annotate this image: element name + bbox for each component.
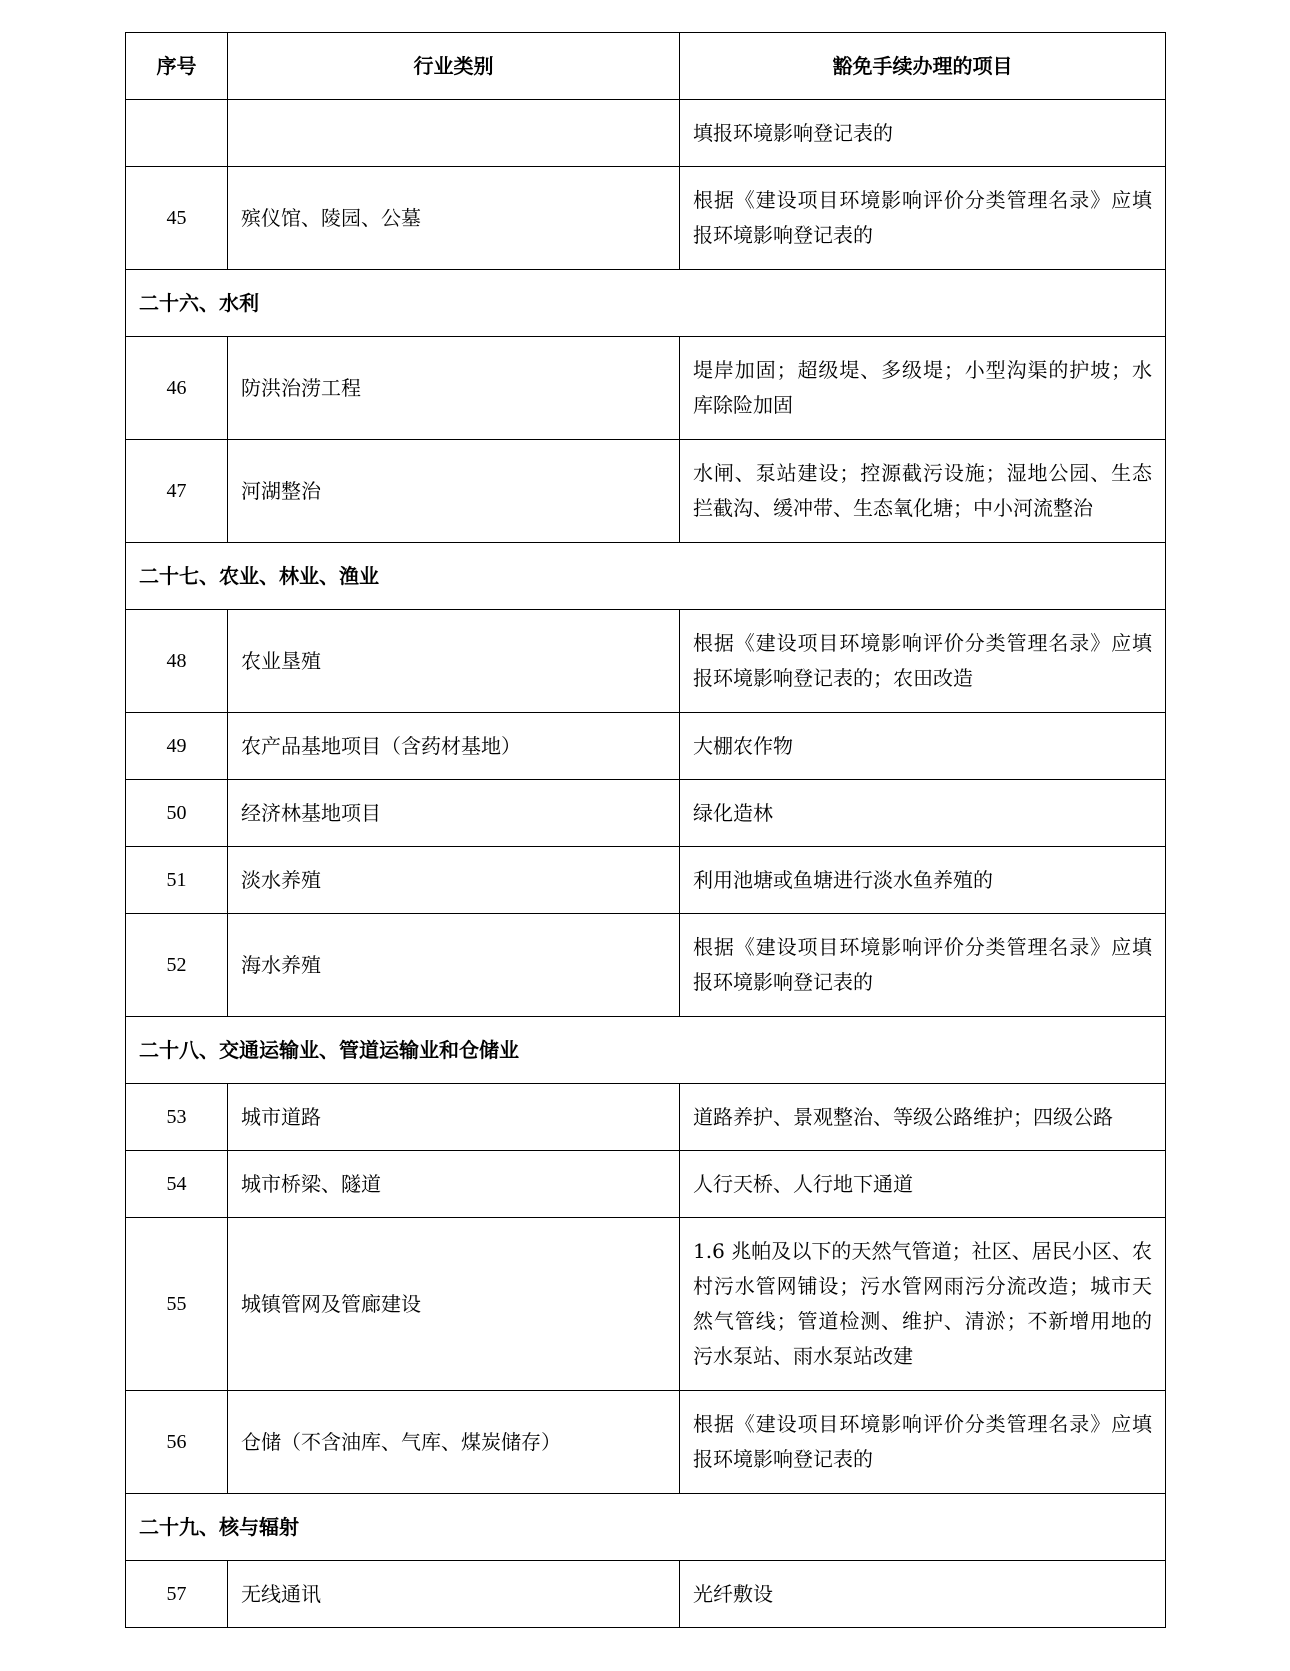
row-exempt-items: 人行天桥、人行地下通道 <box>680 1151 1166 1218</box>
row-exempt-items: 光纤敷设 <box>680 1561 1166 1628</box>
row-industry: 无线通讯 <box>228 1561 680 1628</box>
row-industry: 农业垦殖 <box>228 610 680 713</box>
table-row <box>126 1391 1166 1494</box>
section-row <box>126 1494 1166 1561</box>
row-exempt-items: 大棚农作物 <box>680 713 1166 780</box>
table-row <box>126 713 1166 780</box>
row-number: 54 <box>126 1151 228 1218</box>
row-exempt-items: 1.6 兆帕及以下的天然气管道；社区、居民小区、农村污水管网铺设；污水管网雨污分流改造；城市天然气管线；管道检测、维护、清淤；不新增用地的污水泵站、雨水泵站改建 <box>680 1218 1166 1391</box>
row-industry <box>228 100 680 167</box>
table-row <box>126 780 1166 847</box>
table-row <box>126 1084 1166 1151</box>
row-industry: 海水养殖 <box>228 914 680 1017</box>
row-exempt-items: 利用池塘或鱼塘进行淡水鱼养殖的 <box>680 847 1166 914</box>
section-title: 二十八、交通运输业、管道运输业和仓储业 <box>126 1017 1166 1084</box>
exemption-table <box>125 32 1166 1628</box>
table-row <box>126 847 1166 914</box>
row-number: 50 <box>126 780 228 847</box>
row-industry: 河湖整治 <box>228 440 680 543</box>
row-industry: 仓储（不含油库、气库、煤炭储存） <box>228 1391 680 1494</box>
table-row <box>126 167 1166 270</box>
header-exempt: 豁免手续办理的项目 <box>680 33 1166 100</box>
section-title: 二十九、核与辐射 <box>126 1494 1166 1561</box>
section-title: 二十七、农业、林业、渔业 <box>126 543 1166 610</box>
row-exempt-items: 根据《建设项目环境影响评价分类管理名录》应填报环境影响登记表的 <box>680 914 1166 1017</box>
section-row <box>126 1017 1166 1084</box>
table-body <box>126 100 1166 1628</box>
table-row <box>126 100 1166 167</box>
table-row <box>126 914 1166 1017</box>
table-row <box>126 337 1166 440</box>
table-header-row <box>126 33 1166 100</box>
row-number <box>126 100 228 167</box>
row-exempt-items: 水闸、泵站建设；控源截污设施；湿地公园、生态拦截沟、缓冲带、生态氧化塘；中小河流整治 <box>680 440 1166 543</box>
row-industry: 经济林基地项目 <box>228 780 680 847</box>
row-number: 45 <box>126 167 228 270</box>
row-industry: 淡水养殖 <box>228 847 680 914</box>
section-row <box>126 270 1166 337</box>
table-row <box>126 1561 1166 1628</box>
row-exempt-items: 根据《建设项目环境影响评价分类管理名录》应填报环境影响登记表的；农田改造 <box>680 610 1166 713</box>
row-number: 55 <box>126 1218 228 1391</box>
header-no: 序号 <box>126 33 228 100</box>
row-number: 46 <box>126 337 228 440</box>
row-industry: 城市桥梁、隧道 <box>228 1151 680 1218</box>
section-title: 二十六、水利 <box>126 270 1166 337</box>
row-exempt-items: 堤岸加固；超级堤、多级堤；小型沟渠的护坡；水库除险加固 <box>680 337 1166 440</box>
row-exempt-items: 绿化造林 <box>680 780 1166 847</box>
row-exempt-items: 填报环境影响登记表的 <box>680 100 1166 167</box>
row-exempt-items: 根据《建设项目环境影响评价分类管理名录》应填报环境影响登记表的 <box>680 167 1166 270</box>
row-number: 48 <box>126 610 228 713</box>
row-industry: 农产品基地项目（含药材基地） <box>228 713 680 780</box>
row-exempt-items: 根据《建设项目环境影响评价分类管理名录》应填报环境影响登记表的 <box>680 1391 1166 1494</box>
table-row <box>126 610 1166 713</box>
row-industry: 城市道路 <box>228 1084 680 1151</box>
row-number: 53 <box>126 1084 228 1151</box>
row-industry: 城镇管网及管廊建设 <box>228 1218 680 1391</box>
table-row <box>126 440 1166 543</box>
header-industry: 行业类别 <box>228 33 680 100</box>
row-number: 49 <box>126 713 228 780</box>
row-number: 57 <box>126 1561 228 1628</box>
section-row <box>126 543 1166 610</box>
table-row <box>126 1218 1166 1391</box>
row-number: 56 <box>126 1391 228 1494</box>
row-number: 51 <box>126 847 228 914</box>
row-industry: 殡仪馆、陵园、公墓 <box>228 167 680 270</box>
row-number: 52 <box>126 914 228 1017</box>
row-industry: 防洪治涝工程 <box>228 337 680 440</box>
row-number: 47 <box>126 440 228 543</box>
table-row <box>126 1151 1166 1218</box>
row-exempt-items: 道路养护、景观整治、等级公路维护；四级公路 <box>680 1084 1166 1151</box>
